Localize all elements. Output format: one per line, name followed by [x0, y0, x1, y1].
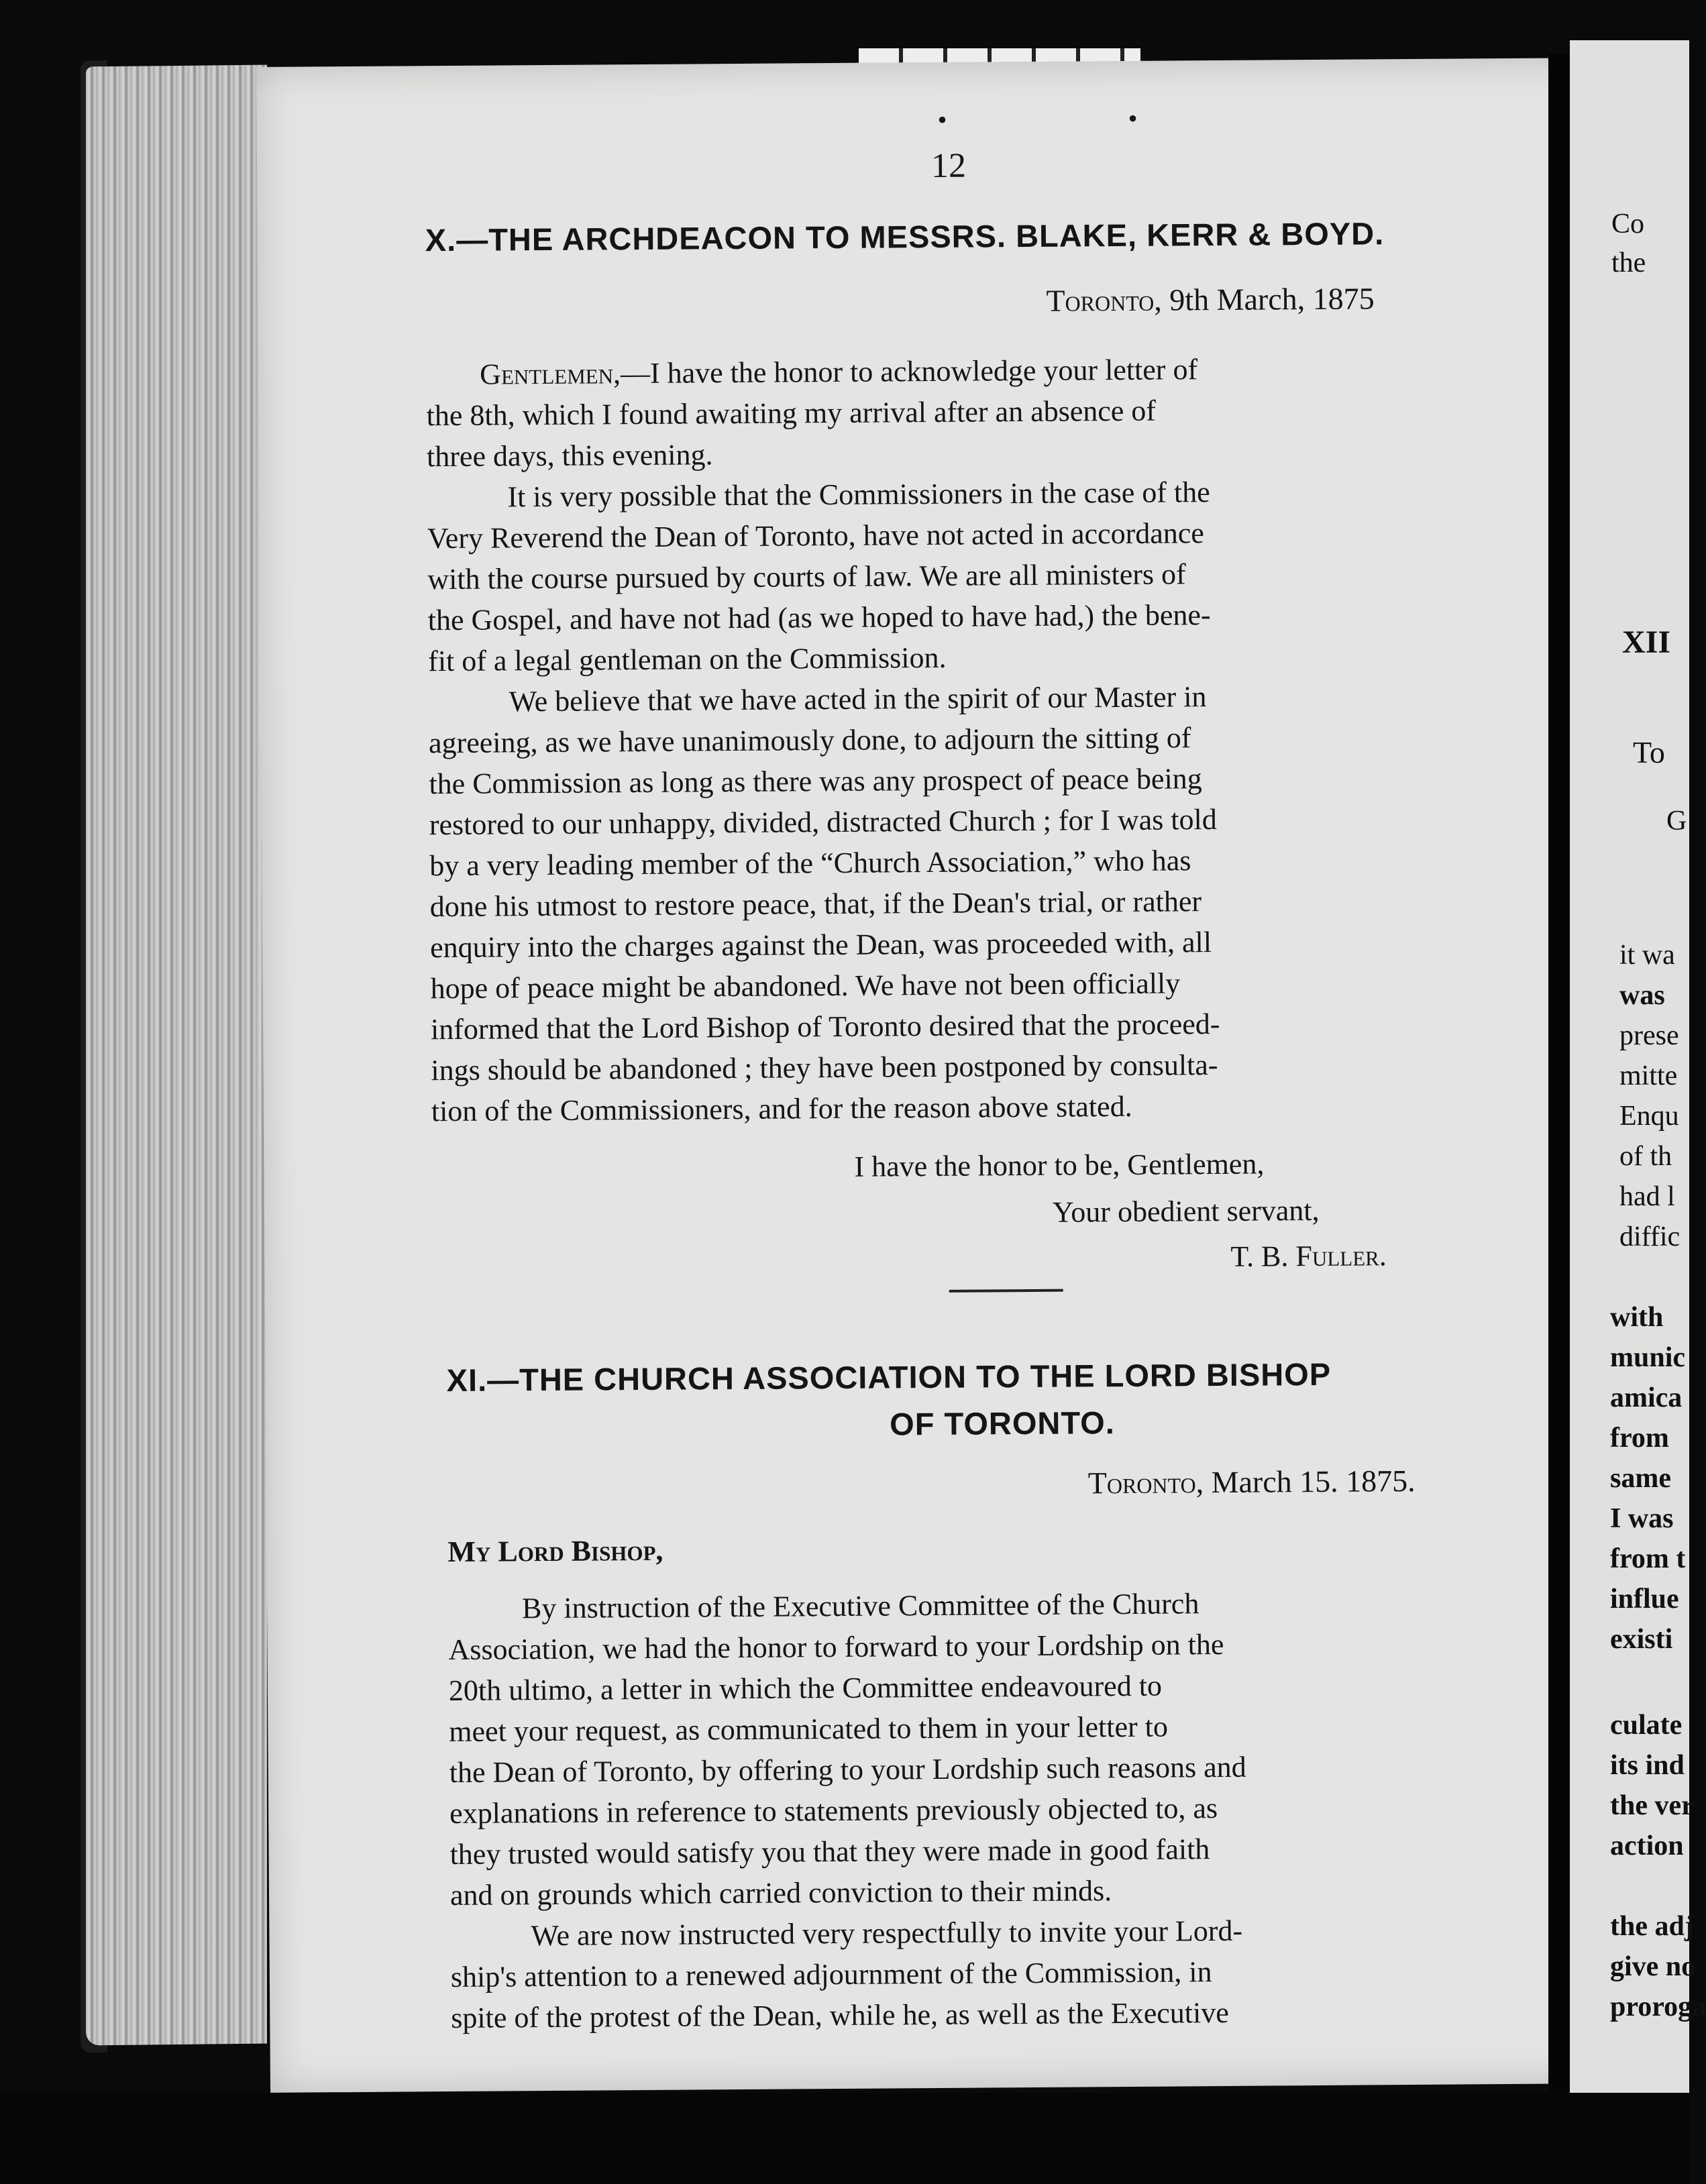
letter-xi-paragraph-2	[450, 1908, 1544, 2038]
text-line: We are now instructed very respectfully to invite your Lord-	[531, 1914, 1243, 1953]
dateline-place: Toronto	[1087, 1465, 1196, 1500]
facing-fragment: culate	[1610, 1710, 1683, 1741]
facing-fragment: of th	[1619, 1141, 1672, 1172]
text-line: tion of the Commissioners, and for the reason above stated.	[431, 1089, 1132, 1128]
facing-fragment: proroga	[1610, 1991, 1706, 2022]
letter-xi-paragraph-1	[448, 1581, 1544, 1916]
dateline-date: , 9th March, 1875	[1154, 281, 1375, 317]
facing-fragment: the	[1611, 248, 1646, 278]
letter-x-signature: T. B. Fuller.	[1230, 1239, 1387, 1273]
letter-x-paragraph-1	[426, 347, 1520, 477]
page-number: 12	[930, 146, 967, 185]
text-line: 20th ultimo, a letter in which the Committee endeavoured to	[448, 1669, 1163, 1708]
facing-fragment: Co	[1611, 209, 1645, 239]
text-line: the Commission as long as there was any prospect of peace being	[429, 762, 1202, 801]
text-line: the Gospel, and have not had (as we hoped to have had,) the bene-	[427, 598, 1211, 637]
text-line: informed that the Lord Bishop of Toronto desired that the proceed-	[430, 1007, 1220, 1046]
letter-xi-dateline	[1088, 1463, 1416, 1500]
facing-fragment: mitte	[1619, 1060, 1678, 1091]
facing-fragment: the ver	[1610, 1790, 1694, 1821]
text-line: agreeing, as we have unanimously done, to adjourn the sitting of	[428, 721, 1191, 760]
text-line: they trusted would satisfy you that they were made in good faith	[449, 1833, 1210, 1871]
text-line: and on grounds which carried conviction to their minds.	[449, 1874, 1112, 1912]
facing-fragment: G	[1666, 806, 1687, 836]
left-page	[256, 58, 1605, 2093]
text-line: —I have the honor to acknowledge your letter of	[620, 353, 1198, 390]
text-line: Very Reverend the Dean of Toronto, have not acted in accordance	[427, 516, 1205, 555]
salutation: Gentlemen,	[480, 357, 621, 391]
text-line: by a very leading member of the “Church Association,” who has	[429, 844, 1191, 883]
text-line: ship's attention to a renewed adjournment of the Commission, in	[450, 1955, 1212, 1994]
facing-fragment: from	[1610, 1423, 1669, 1454]
letter-xi-salutation: My Lord Bishop,	[447, 1533, 663, 1569]
text-line: meet your request, as communicated to them in your letter to	[449, 1710, 1169, 1749]
text-line: hope of peace might be abandoned. We have not been officially	[430, 967, 1181, 1005]
facing-fragment: Enqu	[1619, 1101, 1679, 1132]
text-line: the Dean of Toronto, by offering to your Lordship such reasons and	[449, 1750, 1246, 1790]
facing-fragment: action	[1610, 1831, 1684, 1861]
facing-fragment: same	[1610, 1463, 1671, 1494]
facing-fragment: the adj	[1610, 1911, 1694, 1942]
letter-x-heading: X.—THE ARCHDEACON TO MESSRS. BLAKE, KERR & BOYD.	[425, 215, 1385, 258]
facing-fragment: diffic	[1619, 1221, 1681, 1252]
facing-fragment: it wa	[1619, 940, 1675, 971]
facing-page	[1570, 40, 1706, 2106]
book-gutter	[1548, 54, 1570, 2106]
facing-fragment: from t	[1610, 1543, 1686, 1574]
letter-xi-heading-line-1: XI.—THE CHURCH ASSOCIATION TO THE LORD BISHOP	[446, 1356, 1332, 1399]
section-divider	[949, 1289, 1063, 1293]
text-line: It is very possible that the Commissioners in the case of the	[507, 476, 1210, 514]
text-line: fit of a legal gentleman on the Commission.	[428, 641, 947, 678]
text-line: with the course pursued by courts of law. We are all ministers of	[427, 557, 1186, 596]
letter-x-closing-1: I have the honor to be, Gentlemen,	[854, 1147, 1265, 1183]
text-line: restored to our unhappy, divided, distracted Church ; for I was told	[429, 803, 1217, 842]
facing-fragment: had l	[1619, 1181, 1675, 1212]
facing-fragment: its ind	[1610, 1750, 1685, 1781]
facing-fragment: with	[1610, 1302, 1664, 1333]
text-line: enquiry into the charges against the Dean, was proceeded with, all	[429, 926, 1212, 965]
text-line: spite of the protest of the Dean, while he, as well as the Executive	[451, 1996, 1229, 2035]
text-line: done his utmost to restore peace, that, if the Dean's trial, or rather	[429, 885, 1202, 924]
facing-fragment: XII	[1622, 624, 1671, 660]
letter-x-paragraph-2	[427, 470, 1522, 681]
facing-fragment: I was	[1610, 1503, 1674, 1534]
facing-fragment: munic	[1610, 1342, 1686, 1373]
facing-fragment: give no	[1610, 1951, 1696, 1982]
text-line: By instruction of the Executive Committee of the Church	[521, 1587, 1199, 1625]
book-page-edges	[86, 65, 267, 2046]
dateline-date: , March 15. 1875.	[1195, 1463, 1416, 1500]
scan-bottom-border	[0, 2093, 1689, 2184]
letter-x-dateline	[1046, 280, 1375, 318]
facing-fragment: existi	[1610, 1624, 1673, 1655]
text-line: Association, we had the honor to forward to your Lordship on the	[448, 1627, 1224, 1667]
facing-fragment: was	[1619, 980, 1665, 1011]
facing-fragment: To	[1633, 735, 1665, 769]
printer-dots: • •	[937, 102, 1225, 135]
text-line: explanations in reference to statements previously objected to, as	[449, 1792, 1218, 1831]
facing-fragment: prese	[1619, 1020, 1679, 1051]
text-line: three days, this evening.	[426, 438, 713, 474]
text-line: ings should be abandoned ; they have been postponed by consulta-	[431, 1048, 1218, 1087]
text-line: We believe that we have acted in the spirit of our Master in	[509, 680, 1207, 718]
facing-fragment: amica	[1610, 1382, 1683, 1413]
text-line: the 8th, which I found awaiting my arrival after an absence of	[426, 394, 1157, 433]
dateline-place: Toronto	[1046, 282, 1155, 318]
facing-fragment: influe	[1610, 1584, 1679, 1615]
letter-x-paragraph-3	[428, 674, 1525, 1132]
letter-x-closing-2: Your obedient servant,	[1052, 1193, 1320, 1229]
letter-xi-heading-line-2: OF TORONTO.	[889, 1405, 1115, 1442]
